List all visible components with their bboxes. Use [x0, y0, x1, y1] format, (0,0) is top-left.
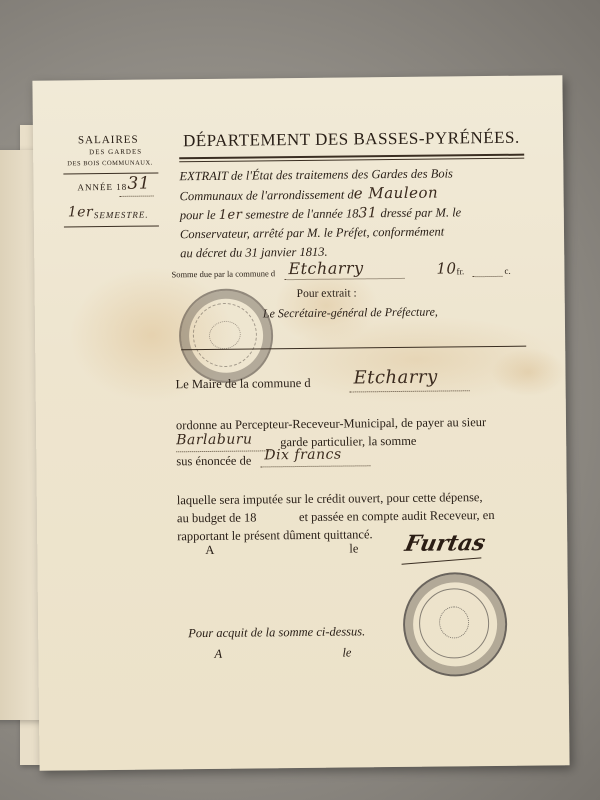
- ordonne-amount-dotline: [260, 465, 370, 467]
- imputee-a-label: A: [205, 542, 215, 558]
- margin-des-gardes: DES GARDES: [89, 147, 143, 157]
- imputee-le-label: le: [349, 541, 359, 556]
- margin-semestre-label: SEMESTRE.: [93, 209, 149, 221]
- acquit-le-label: le: [342, 645, 352, 660]
- imputee-line-3: rapportant le présent dûment quittancé.: [177, 527, 373, 544]
- margin-bois-communaux: DES BOIS COMMUNAUX.: [67, 159, 153, 168]
- mairie-stamp: [403, 572, 508, 677]
- margin-annee-dotline: [120, 196, 154, 197]
- extrait-line-3b: semestre de l'année 18: [245, 206, 359, 222]
- garde-name-dotline: [176, 450, 271, 452]
- extrait-line-1: EXTRAIT de l'État des traitemens des Gardes des Bois: [179, 166, 453, 184]
- extrait-line-3c: dressé par M. le: [380, 205, 462, 221]
- somme-fr-dotline: [472, 276, 502, 277]
- margin-salaires: SALAIRES: [77, 133, 139, 147]
- semestre-hand: 1er: [218, 207, 243, 223]
- document-sheet: [32, 75, 569, 771]
- ordonne-line-3: sus énoncée de: [176, 453, 252, 469]
- ordonne-line-1: ordonne au Percepteur-Receveur-Municipal, de payer au sieur: [175, 415, 487, 433]
- somme-commune-hand: Etcharry: [288, 258, 364, 279]
- ordonne-amount-hand: Dix francs: [264, 446, 342, 464]
- arrondissement-hand: e Mauleon: [353, 183, 439, 203]
- prefecture-stamp: [170, 280, 282, 392]
- imputee-line-2a: au budget de 18: [176, 510, 257, 526]
- mayor-signature: Furtas: [402, 530, 488, 557]
- acquit-line-1: Pour acquit de la somme ci-dessus.: [188, 624, 366, 641]
- margin-rule-2: [64, 225, 159, 227]
- somme-commune-dotline: [284, 278, 404, 280]
- acquit-a-label: A: [214, 646, 223, 661]
- maire-commune-hand: Etcharry: [353, 366, 438, 389]
- somme-c: c.: [504, 265, 511, 276]
- maire-label: Le Maire de la commune d: [175, 375, 311, 392]
- mairie-stamp-emblem: [439, 606, 469, 638]
- garde-name-hand: Barlaburu: [176, 431, 253, 449]
- pour-extrait-line-1: Pour extrait :: [296, 287, 357, 301]
- imputee-line-1: laquelle sera imputée sur le crédit ouvert, pour cette dépense,: [176, 490, 483, 508]
- pour-extrait-line-2: Le Secrétaire-général de Préfecture,: [262, 304, 438, 321]
- extrait-line-3a: pour le: [179, 207, 216, 223]
- imputee-line-2b: et passée en compte audit Receveur, en: [298, 507, 495, 525]
- extrait-line-2-text: Communaux de l'arrondissement d: [179, 187, 354, 204]
- extrait-line-4: Conservateur, arrêté par M. le Préfet, conformément: [179, 224, 445, 242]
- page-title: DÉPARTEMENT DES BASSES-PYRÉNÉES.: [182, 127, 520, 151]
- maire-commune-dotline: [350, 390, 470, 392]
- margin-semestre-hand: 1er: [67, 204, 94, 221]
- margin-annee-label: ANNÉE 18: [77, 181, 128, 193]
- extrait-line-5: au décret du 31 janvier 1813.: [180, 244, 328, 261]
- somme-label: Somme due par la commune d: [171, 268, 276, 280]
- signature-flourish: [402, 557, 482, 564]
- annee-hand: 31: [358, 205, 378, 222]
- margin-annee-hand: 31: [127, 173, 151, 194]
- somme-fr: fr.: [456, 266, 465, 277]
- extrait-block: [179, 164, 461, 263]
- ordonne-line-2: garde particulier, la somme: [280, 433, 417, 450]
- somme-amount-hand: 10: [436, 259, 457, 278]
